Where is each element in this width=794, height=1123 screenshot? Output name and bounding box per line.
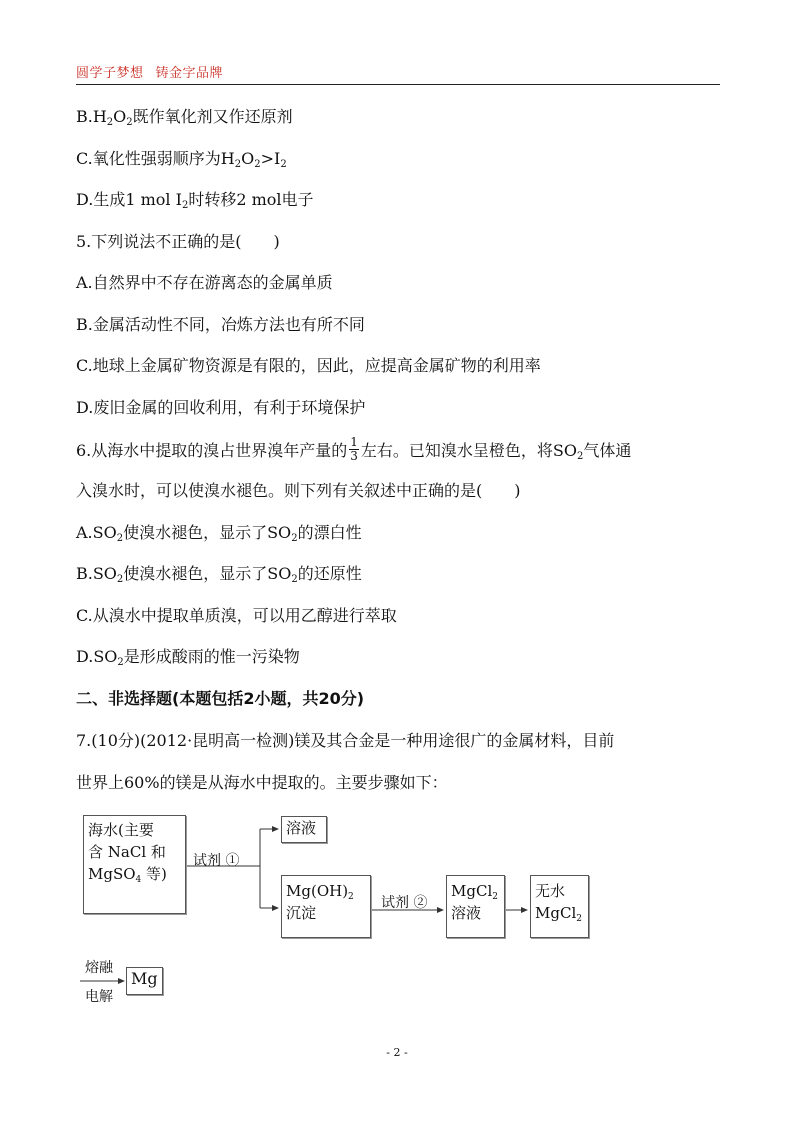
- q6-option-b: $B.SO_2$使溴水褪色，显示了$SO_2$的还原性: [76, 564, 362, 585]
- box-seawater: 海水(主要 含 NaCl 和 MgSO$_4$ 等): [83, 815, 186, 914]
- q5-option-b: B.金属活动性不同，冶炼方法也有所不同: [76, 315, 365, 334]
- question-7-line1: 7.(10分)(2012·昆明高一检测)镁及其合金是一种用途很广的金属材料，目前: [76, 731, 615, 750]
- label-reagent1: 试剂 ①: [193, 853, 240, 869]
- q6-option-c: C.从溴水中提取单质溴，可以用乙醇进行萃取: [76, 606, 397, 625]
- header-left: 圆学子梦想: [76, 66, 144, 81]
- question-6-line2: 入溴水时，可以使溴水褪色。则下列有关叙述中正确的是( ): [76, 481, 521, 500]
- option-d-electron-transfer: D.生成1 mol $I_2$时转移2 mol电子: [76, 190, 314, 211]
- section-heading-nonchoice: 二、非选择题(本题包括2小题，共20分): [76, 689, 365, 708]
- label-electrolysis: 电解: [85, 989, 113, 1005]
- q5-option-d: D.废旧金属的回收利用，有利于环境保护: [76, 398, 366, 417]
- box-solution: 溶液: [281, 816, 327, 843]
- q6-option-d: $D.SO_2$是形成酸雨的惟一污染物: [76, 647, 300, 668]
- q5-option-c: C.地球上金属矿物资源是有限的，因此，应提高金属矿物的利用率: [76, 356, 541, 375]
- question-7-line2: 世界上60%的镁是从海水中提取的。主要步骤如下：: [76, 773, 448, 792]
- fraction-one-third: $\frac{1}{3}$: [350, 435, 358, 463]
- box-mgoh2-precipitate: $Mg(OH)_2$ 沉淀: [281, 875, 371, 938]
- option-c-oxidizing-order: C.氧化性强弱顺序为$H_2O_2>I_2$: [76, 149, 287, 170]
- header-right: 铸金字品牌: [155, 66, 224, 81]
- q5-option-a: A.自然界中不存在游离态的金属单质: [76, 273, 333, 292]
- box-mg: Mg: [126, 967, 163, 995]
- question-5: 5.下列说法不正确的是( ): [76, 232, 280, 251]
- box-mgcl2-solution: MgCl$_2$ 溶液: [446, 875, 505, 938]
- q6-option-a: $A.SO_2$使溴水褪色，显示了$SO_2$的漂白性: [76, 523, 362, 544]
- label-reagent2: 试剂 ②: [381, 895, 428, 911]
- label-molten: 熔融: [85, 960, 113, 976]
- box-anhydrous-mgcl2: 无水 MgCl$_2$: [530, 875, 589, 938]
- page-number: - 2 -: [386, 1046, 408, 1059]
- option-b-h2o2: $B.H_2O_2$既作氧化剂又作还原剂: [76, 107, 293, 128]
- question-6-line1: 6.从海水中提取的溴占世界溴年产量的 $\frac{1}{3}$ 左右。已知溴水呈橙色，将$SO_2$气体通: [76, 435, 632, 463]
